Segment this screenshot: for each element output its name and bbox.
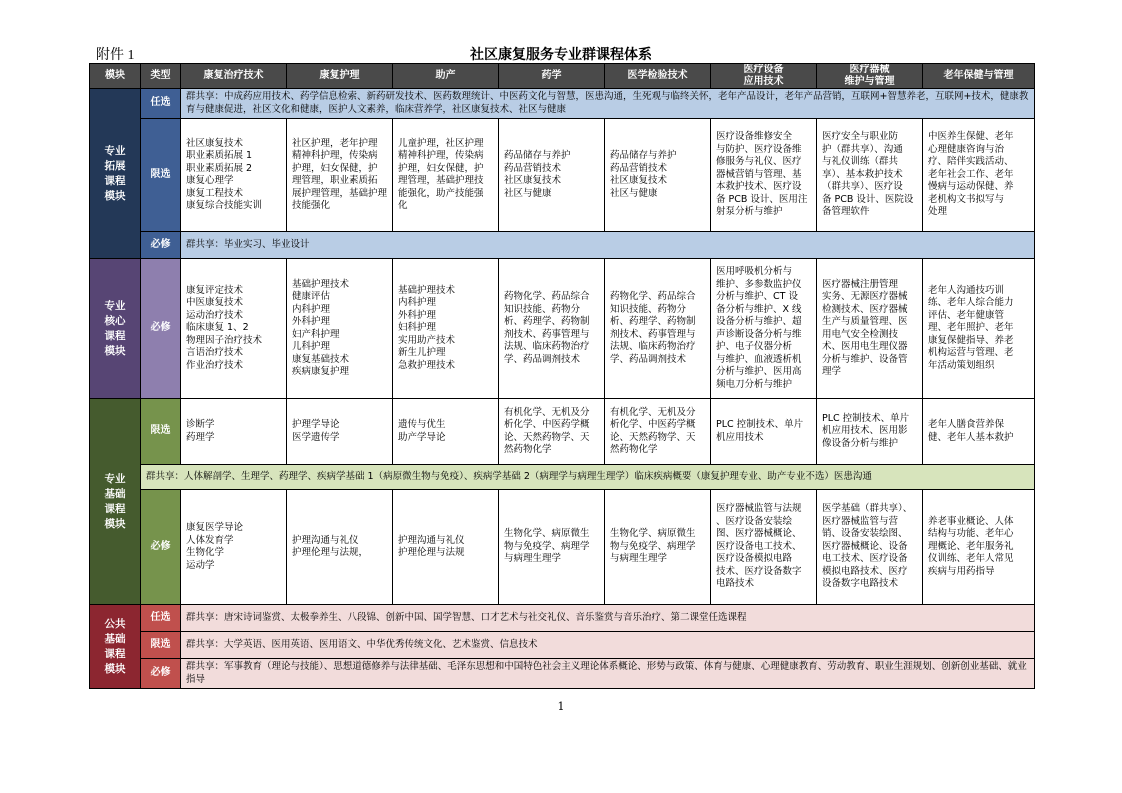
- core-required-cell: 基础护理技术 健康评估 内科护理 外科护理 妇产科护理 儿科护理 康复基础技术 疾病康复护理: [287, 259, 393, 399]
- base-required-cell: 康复医学导论 人体发育学 生物化学 运动学: [181, 490, 287, 605]
- type-elective: 任选: [141, 89, 181, 119]
- ext-limited-cell: 中医养生保健、老年 心理健康咨询与治 疗、陪伴实践活动、 老年社会工作、老年 慢病与运动保健、养 老机构文书拟写与 处理: [923, 119, 1035, 232]
- base-required-cell: 生物化学、病原微生 物与免疫学、病理学 与病理生理学: [499, 490, 605, 605]
- ext-limited-cell: 儿童护理，社区护理 精神科护理，传染病 护理，妇女保健，护 理管理，基础护理技 能强化，助产技能强 化: [393, 119, 499, 232]
- base-shared-row: [90, 465, 1035, 490]
- module-ext: 专业 拓展 课程 模块: [90, 89, 141, 259]
- col-module: 模块: [90, 64, 141, 89]
- core-required-row: [90, 259, 1035, 399]
- ext-limited-cell: 医疗设备维修安全 与防护、医疗设备维 修服务与礼仪、医疗 器械营销与管理、基 本救护技术、医疗设 备 PCB 设计、医用注 射泵分析与维护: [711, 119, 817, 232]
- core-required-cell: 药物化学、药品综合 知识技能、药物分 析、药理学、药物制 剂技术、药事管理与 法规、临床药物治疗 学、药品调剂技术: [499, 259, 605, 399]
- pub-elective-row: [90, 605, 1035, 632]
- base-required-cell: 医疗器械监管与法规 、医疗设备安装绘 图、医疗器械概论、 医疗设备电工技术、 医疗设备模拟电路 技术、医疗设备数字 电路技术: [711, 490, 817, 605]
- col-elderly-care: 老年保健与管理: [923, 64, 1035, 89]
- base-required-cell: 医学基础（群共享）、 医疗器械监管与营 销、设备安装绘图、 医疗器械概论、设备 电工技术、医疗设备 模拟电路技术、医疗 设备数字电路技术: [817, 490, 923, 605]
- module-base: 专业 基础 课程 模块: [90, 399, 141, 605]
- col-medical-equipment: 医疗设备 应用技术: [711, 64, 817, 89]
- ext-required-shared: 群共享：毕业实习、毕业设计: [181, 232, 1035, 259]
- col-midwifery: 助产: [393, 64, 499, 89]
- page-title: 社区康复服务专业群课程体系: [470, 47, 652, 63]
- ext-limited-cell: 医疗安全与职业防 护（群共享）、沟通 与礼仪训练（群共 享）、基本救护技术 （群共享）、医疗设 备 PCB 设计、医院设 备管理软件: [817, 119, 923, 232]
- header-row: [90, 64, 1035, 89]
- core-required-cell: 医用呼吸机分析与 维护、多参数监护仪 分析与维护、CT 设 备分析与维护、X 线 设备分析与维护、超 声诊断设备分析与维 护、电子仪器分析 与维护、血液透析机 分析与维护、医用高 频电刀分析与维护: [711, 259, 817, 399]
- base-required-cell: 生物化学、病原微生 物与免疫学、病理学 与病理生理学: [605, 490, 711, 605]
- pub-limited-shared: 群共享：大学英语、医用英语、医用语文、中华优秀传统文化、艺术鉴赏、信息技术: [181, 632, 1035, 659]
- type-required: 必修: [141, 259, 181, 399]
- ext-limited-row: [90, 119, 1035, 232]
- base-limited-cell: 有机化学、无机及分 析化学、中医药学概 论、天然药物学、天 然药物化学: [499, 399, 605, 465]
- type-limited: 限选: [141, 399, 181, 465]
- core-required-cell: 药物化学、药品综合 知识技能、药物分 析、药理学、药物制 剂技术、药事管理与 法规、临床药物治疗 学、药品调剂技术: [605, 259, 711, 399]
- type-required: 必修: [141, 232, 181, 259]
- base-limited-cell: 遗传与优生 助产学导论: [393, 399, 499, 465]
- pub-limited-row: [90, 632, 1035, 659]
- ext-limited-cell: 药品储存与养护 药品营销技术 社区康复技术 社区与健康: [499, 119, 605, 232]
- core-required-cell: 老年人沟通技巧训 练、老年人综合能力 评估、老年健康管 理、老年照护、老年 康复保健指导、养老 机构运营与管理、老 年活动策划组织: [923, 259, 1035, 399]
- col-rehab-nursing: 康复护理: [287, 64, 393, 89]
- col-device-maintenance: 医疗器械 维护与管理: [817, 64, 923, 89]
- base-limited-cell: PLC 控制技术、单片 机应用技术、医用影 像设备分析与维护: [817, 399, 923, 465]
- base-limited-cell: 老年人膳食营养保 健、老年人基本救护: [923, 399, 1035, 465]
- col-pharmacy: 药学: [499, 64, 605, 89]
- base-limited-row: [90, 399, 1035, 465]
- base-required-row: [90, 490, 1035, 605]
- base-required-cell: 护理沟通与礼仪 护理伦理与法规: [393, 490, 499, 605]
- ext-limited-cell: 社区护理，老年护理 精神科护理，传染病 护理，妇女保健，护 理管理，职业素质拓 展护理管理，基础护理 技能强化: [287, 119, 393, 232]
- type-limited: 限选: [141, 632, 181, 659]
- base-limited-cell: PLC 控制技术、单片 机应用技术: [711, 399, 817, 465]
- ext-elective-shared: 群共享：中成药应用技术、药学信息检索、新药研发技术、医药数理统计、中医药文化与智慧，医患沟通，生死观与临终关怀，老年产品设计，老年产品营销，互联网+智慧养老，互联网+技术，健康教育与健康促进，社区文化和健康，医护人文素养，临床营养学，社区康复技术、社区与健康: [181, 89, 1035, 119]
- type-elective: 任选: [141, 605, 181, 632]
- base-shared: 群共享：人体解剖学、生理学、药理学、疾病学基础 1（病原微生物与免疫）、疾病学基础 2（病理学与病理生理学）临床疾病概要（康复护理专业、助产专业不选）医患沟通: [141, 465, 1035, 490]
- curriculum-table: [89, 63, 1035, 689]
- core-required-cell: 基础护理技术 内科护理 外科护理 妇科护理 实用助产技术 新生儿护理 急救护理技术: [393, 259, 499, 399]
- base-limited-cell: 有机化学、无机及分 析化学、中医药学概 论、天然药物学、天 然药物化学: [605, 399, 711, 465]
- pub-required-row: [90, 659, 1035, 689]
- col-rehab-therapy: 康复治疗技术: [181, 64, 287, 89]
- ext-elective-row: [90, 89, 1035, 119]
- module-core: 专业 核心 课程 模块: [90, 259, 141, 399]
- pub-required-shared: 群共享：军事教育（理论与技能）、思想道德修养与法律基础、毛泽东思想和中国特色社会主义理论体系概论、形势与政策、体育与健康、心理健康教育、劳动教育、职业生涯规划、创新创业基础、就业指导: [181, 659, 1035, 689]
- page-number: 1: [557, 700, 565, 713]
- pub-elective-shared: 群共享：唐宋诗词鉴赏、太极拳养生、八段锦、创新中国、国学智慧、口才艺术与社交礼仪、音乐鉴赏与音乐治疗、第二课堂任选课程: [181, 605, 1035, 632]
- core-required-cell: 康复评定技术 中医康复技术 运动治疗技术 临床康复 1、2 物理因子治疗技术 言语治疗技术 作业治疗技术: [181, 259, 287, 399]
- type-required: 必修: [141, 659, 181, 689]
- core-required-cell: 医疗器械注册管理 实务、无源医疗器械 检测技术、医疗器械 生产与质量管理、医 用电气安全检测技 术、医用电生理仪器 分析与维护、设备管 理学: [817, 259, 923, 399]
- type-limited: 限选: [141, 119, 181, 232]
- base-required-cell: 养老事业概论、人体 结构与功能、老年心 理概论、老年服务礼 仪训练、老年人常见 疾病与用药指导: [923, 490, 1035, 605]
- base-limited-cell: 诊断学 药理学: [181, 399, 287, 465]
- col-type: 类型: [141, 64, 181, 89]
- col-lab-tech: 医学检验技术: [605, 64, 711, 89]
- base-required-cell: 护理沟通与礼仪 护理伦理与法规，: [287, 490, 393, 605]
- attachment-label: 附件 1: [96, 48, 135, 63]
- ext-limited-cell: 社区康复技术 职业素质拓展 1 职业素质拓展 2 康复心理学 康复工程技术 康复综合技能实训: [181, 119, 287, 232]
- type-required: 必修: [141, 490, 181, 605]
- ext-limited-cell: 药品储存与养护 药品营销技术 社区康复技术 社区与健康: [605, 119, 711, 232]
- base-limited-cell: 护理学导论 医学遗传学: [287, 399, 393, 465]
- module-pub: 公共 基础 课程 模块: [90, 605, 141, 689]
- ext-required-row: [90, 232, 1035, 259]
